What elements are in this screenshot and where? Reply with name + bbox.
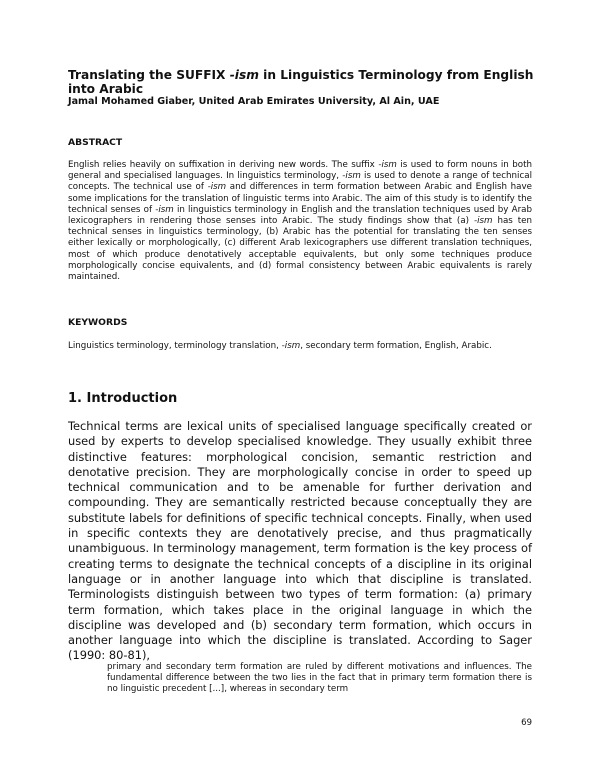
abstract-text: English relies heavily on suffixation in deriving new words. The suffix -ism is used to form nouns in both general and specialised languages. In linguistics terminology, -ism is used to denote a range of technical concepts. The technical use of -ism and differences in term formation between Arabic and English have some implications for the translation of linguistic terms into Arabic. The aim of this study is to identify the technical senses of -ism in linguistics terminology in English and the translation techniques used by Arab lexicographers in rendering those senses into Arabic. The study findings show that (a) -ism has ten technical senses in linguistics terminology, (b) Arabic has the potential for translating the ten senses either lexically or morphologically, (c) different Arab lexicographers use different translation techniques, most of which produce denotatively acceptable equivalents, but only some techniques produce morphologically concise equivalents, and (d) formal consistency between Arabic equivalents is rarely maintained. — [68, 160, 532, 283]
author-line: Jamal Mohamed Giaber, United Arab Emirates University, Al Ain, UAE — [68, 96, 440, 107]
introduction-paragraph: Technical terms are lexical units of specialised language specifically created or used by experts to develop specialised knowledge. They usually exhibit three distinctive features: morphological concision, semantic restriction and denotative precision. They are morphologically concise in order to speed up technical communication and to be amenable for further derivation and compounding. They are semantically restricted because conceptually they are substitute labels for definitions of specific technical concepts. Finally, when used in specific contexts they are denotatively precise, and thus pragmatically unambiguous. In terminology management, term formation is the key process of creating terms to designate the technical concepts of a discipline in its original language or in another language into which that discipline is translated. Terminologists distinguish between two types of term formation: (a) primary term formation, which takes place in the original language in which the discipline was developed and (b) secondary term formation, which occurs in another language into which the discipline is translated. According to Sager (1990: 80-81), — [68, 419, 532, 663]
block-quote: primary and secondary term formation are ruled by different motivations and influences. The fundamental difference between the two lies in the fact that in primary term formation there is no linguistic precedent [...], whereas in secondary term — [107, 662, 532, 695]
introduction-heading: 1. Introduction — [68, 391, 178, 406]
keywords-heading: KEYWORDS — [68, 317, 128, 328]
page-number: 69 — [521, 718, 532, 728]
paper-title: Translating the SUFFIX -ism in Linguistics Terminology from English into Arabic — [68, 68, 534, 96]
keywords-text: Linguistics terminology, terminology translation, -ism, secondary term formation, English, Arabic. — [68, 341, 492, 351]
abstract-heading: ABSTRACT — [68, 137, 123, 148]
